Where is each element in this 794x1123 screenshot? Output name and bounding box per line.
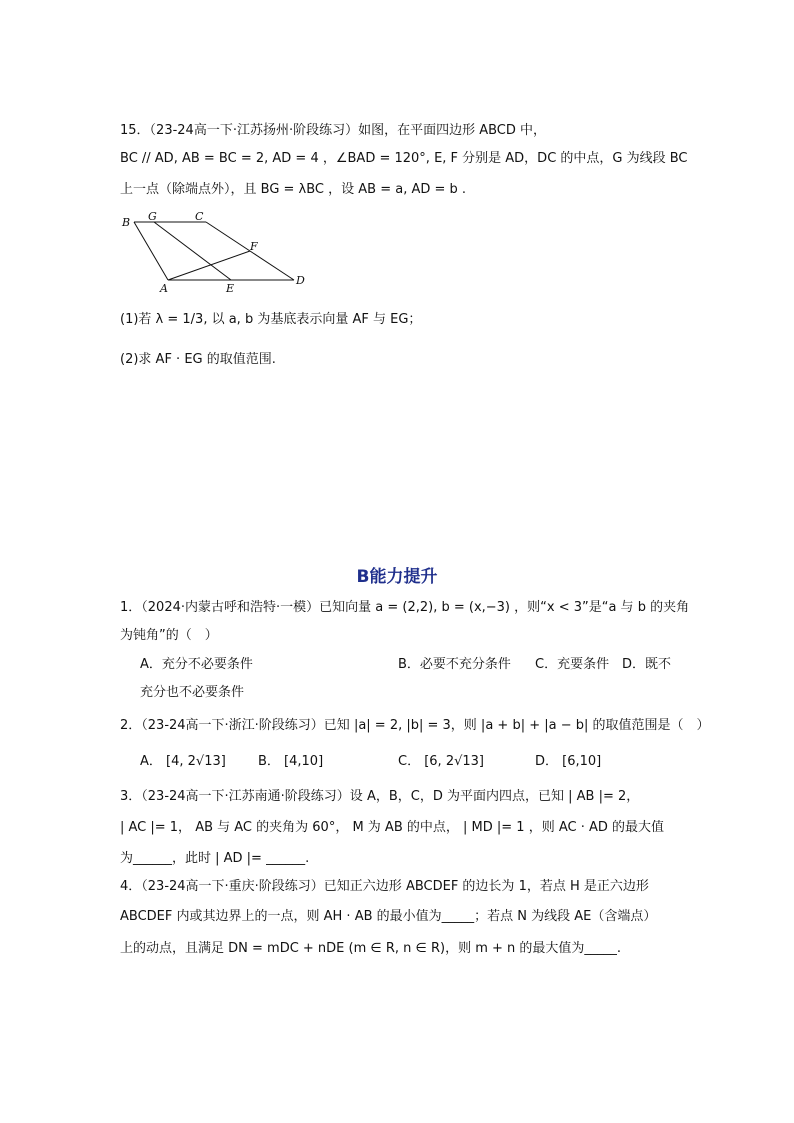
label-f: F bbox=[250, 240, 258, 253]
q1-option-d: D．既不 bbox=[622, 657, 672, 672]
q2-line-1: 2．（23-24高一下·浙江·阶段练习）已知 |a| = 2, |b| = 3，则 |a + b| + |a − b| 的取值范围是（ ） bbox=[120, 718, 710, 733]
label-c: C bbox=[195, 210, 204, 223]
q15-line-2: BC // AD, AB = BC = 2, AD = 4 ，∠BAD = 120°, E, F 分别是 AD，DC 的中点，G 为线段 BC bbox=[120, 151, 688, 166]
q15-line-1: 15．（23-24高一下·江苏扬州·阶段练习）如图，在平面四边形 ABCD 中， bbox=[120, 123, 547, 138]
q1-line-1: 1．（2024·内蒙古呼和浩特·一模）已知向量 a = (2,2), b = (x,−3) ，则“x < 3”是“a 与 b 的夹角 bbox=[120, 600, 690, 615]
q4-line-3: 上的动点，且满足 DN = mDC + nDE (m ∈ R, n ∈ R)，则 m + n 的最大值为_____. bbox=[120, 941, 622, 956]
q2-option-c: C． [6, 2√13] bbox=[398, 754, 484, 769]
q3-line-2: | AC |= 1， AB 与 AC 的夹角为 60°， M 为 AB 的中点， | MD |= 1 ，则 AC · AD 的最大值 bbox=[120, 820, 664, 835]
label-e: E bbox=[226, 282, 235, 294]
q3-line-3: 为______，此时 | AD |= ______. bbox=[120, 851, 310, 866]
q4-line-2: ABCDEF 内或其边界上的一点，则 AH · AB 的最小值为_____；若点 N 为线段 AE（含端点） bbox=[120, 909, 657, 924]
trapezoid-figure bbox=[118, 208, 314, 294]
q1-line-2: 为钝角”的（ ） bbox=[120, 628, 218, 643]
q1-line-4: 充分也不必要条件 bbox=[140, 685, 245, 700]
segment-ba bbox=[134, 222, 168, 280]
q2-option-a: A． [4, 2√13] bbox=[140, 754, 226, 769]
q15-part-2: (2)求 AF · EG 的取值范围. bbox=[120, 352, 276, 367]
label-a: A bbox=[160, 282, 168, 294]
q1-option-c: C．充要条件 bbox=[535, 657, 610, 672]
q3-line-1: 3．（23-24高一下·江苏南通·阶段练习）设 A，B，C，D 为平面内四点，已知 | AB |= 2， bbox=[120, 789, 640, 804]
segment-af bbox=[168, 251, 250, 280]
section-title: B能力提升 bbox=[356, 567, 438, 587]
q1-option-a: A．充分不必要条件 bbox=[140, 657, 253, 672]
q1-option-b: B．必要不充分条件 bbox=[398, 657, 511, 672]
q15-part-1: (1)若 λ = 1/3, 以 a, b 为基底表示向量 AF 与 EG； bbox=[120, 312, 422, 327]
q4-line-1: 4．（23-24高一下·重庆·阶段练习）已知正六边形 ABCDEF 的边长为 1，若点 H 是正六边形 bbox=[120, 879, 649, 894]
label-g: G bbox=[148, 210, 157, 223]
label-d: D bbox=[296, 274, 305, 287]
label-b: B bbox=[122, 216, 131, 229]
q2-option-d: D． [6,10] bbox=[535, 754, 602, 769]
q2-option-b: B． [4,10] bbox=[258, 754, 324, 769]
q15-line-3: 上一点（除端点外），且 BG = λBC ，设 AB = a, AD = b . bbox=[120, 182, 467, 197]
